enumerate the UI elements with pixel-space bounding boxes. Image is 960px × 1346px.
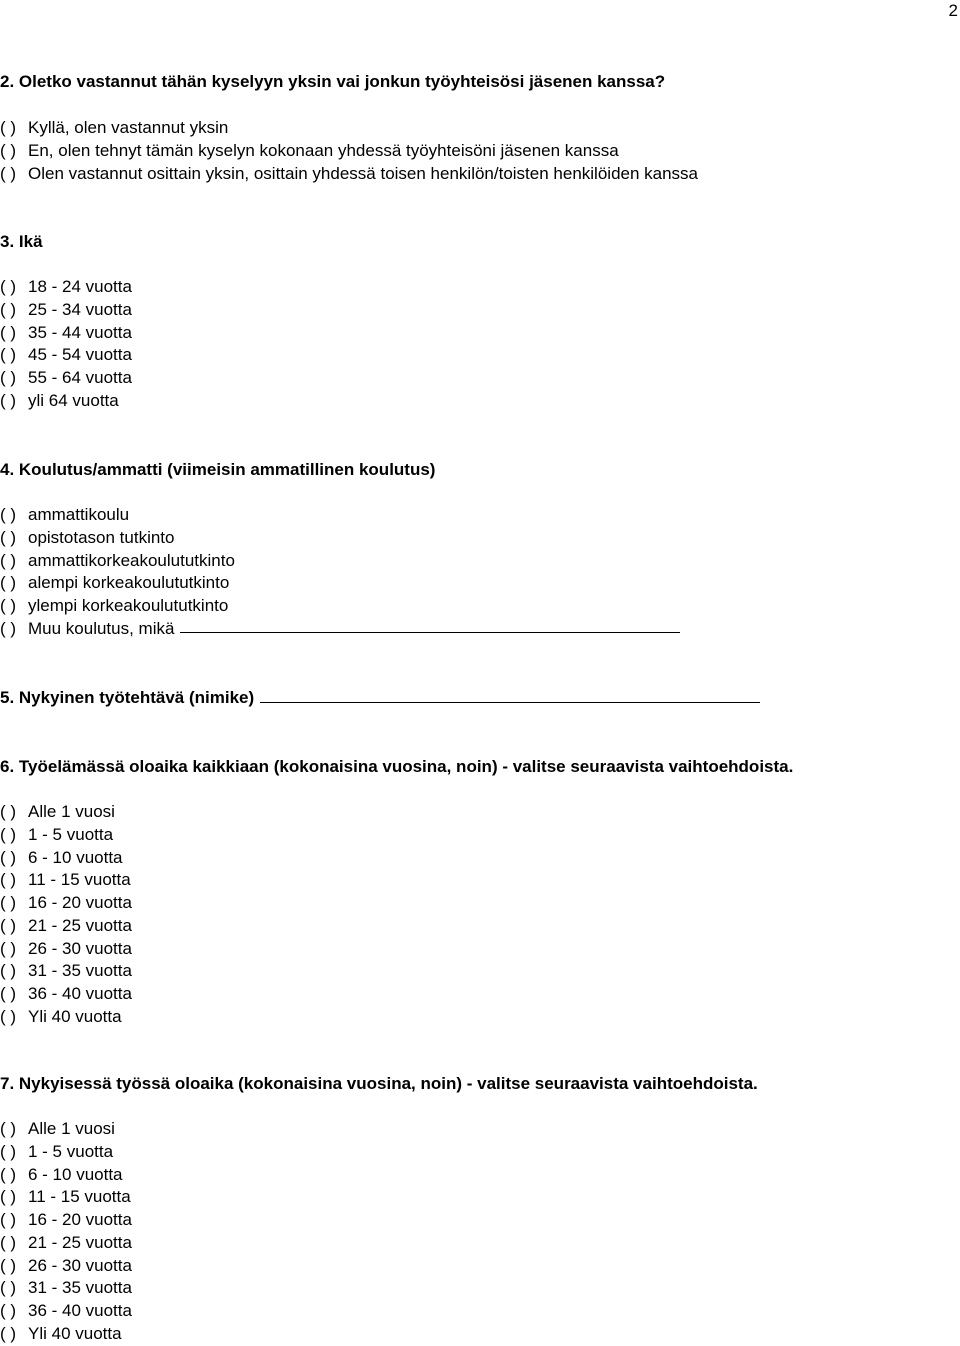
option-label: Alle 1 vuosi [28, 1119, 115, 1138]
option-label: 31 - 35 vuotta [28, 961, 132, 981]
option-label: yli 64 vuotta [28, 390, 119, 410]
option-label: Olen vastannut osittain yksin, osittain yhdessä toisen henkilön/toisten henkilöiden kanssa [28, 163, 699, 183]
radio-button[interactable]: ( ) [0, 140, 17, 160]
question-2-options [0, 117, 698, 185]
option-label: 6 - 10 vuotta [28, 1164, 123, 1184]
radio-button[interactable]: ( ) [0, 870, 17, 890]
option-label: 36 - 40 vuotta [28, 984, 132, 1003]
radio-button[interactable]: ( ) [0, 893, 17, 912]
option-label: Yli 40 vuotta [28, 1323, 122, 1343]
option-label: 26 - 30 vuotta [28, 1255, 132, 1275]
q3-option-6[interactable] [0, 390, 132, 413]
option-label: ylempi korkeakoulututkinto [28, 596, 229, 615]
option-label: opistotason tutkinto [28, 527, 175, 547]
q3-option-5[interactable] [0, 367, 132, 390]
radio-button[interactable]: ( ) [0, 1301, 17, 1320]
q7-option-8[interactable] [0, 1277, 132, 1300]
option-label: 16 - 20 vuotta [28, 893, 132, 912]
option-label: ammattikorkeakoulututkinto [28, 550, 235, 570]
radio-button[interactable]: ( ) [0, 802, 17, 821]
radio-button[interactable]: ( ) [0, 1255, 17, 1275]
q2-option-2[interactable] [0, 140, 698, 163]
q4-option-3[interactable] [0, 550, 680, 573]
question-2-title: 2. Oletko vastannut tähän kyselyyn yksin vai jonkun työyhteisösi jäsenen kanssa? [0, 72, 666, 91]
q7-option-9[interactable] [0, 1300, 132, 1323]
radio-button[interactable]: ( ) [0, 345, 17, 365]
question-4-title: 4. Koulutus/ammatti (viimeisin ammatillinen koulutus) [0, 460, 436, 479]
radio-button[interactable]: ( ) [0, 1119, 17, 1138]
option-label: 36 - 40 vuotta [28, 1301, 132, 1320]
q7-option-5[interactable] [0, 1209, 132, 1232]
radio-button[interactable]: ( ) [0, 596, 17, 615]
radio-button[interactable]: ( ) [0, 505, 17, 524]
option-label: 31 - 35 vuotta [28, 1278, 132, 1298]
question-5-row [0, 687, 760, 709]
option-label: 21 - 25 vuotta [28, 915, 132, 935]
option-label: 6 - 10 vuotta [28, 847, 123, 867]
job-title-field[interactable] [260, 688, 760, 703]
radio-button[interactable]: ( ) [0, 322, 17, 342]
q2-option-3[interactable] [0, 163, 698, 186]
radio-button[interactable]: ( ) [0, 118, 17, 137]
option-label: En, olen tehnyt tämän kyselyn kokonaan yhdessä työyhteisöni jäsenen kanssa [28, 140, 619, 160]
q4-option-4[interactable] [0, 572, 680, 595]
option-label: 45 - 54 vuotta [28, 345, 132, 365]
q7-option-2[interactable] [0, 1141, 132, 1164]
option-label: 35 - 44 vuotta [28, 322, 132, 342]
option-label: Alle 1 vuosi [28, 802, 115, 821]
q6-option-2[interactable] [0, 824, 132, 847]
q6-option-3[interactable] [0, 847, 132, 870]
question-3-title: 3. Ikä [0, 232, 43, 251]
radio-button[interactable]: ( ) [0, 938, 17, 958]
radio-button[interactable]: ( ) [0, 573, 17, 593]
radio-button[interactable]: ( ) [0, 915, 17, 935]
option-label: alempi korkeakoulututkinto [28, 573, 230, 593]
radio-button[interactable]: ( ) [0, 527, 17, 547]
radio-button[interactable]: ( ) [0, 1006, 17, 1026]
question-3-options [0, 276, 132, 413]
q6-option-1[interactable] [0, 801, 132, 824]
q3-option-4[interactable] [0, 344, 132, 367]
radio-button[interactable]: ( ) [0, 163, 17, 183]
q7-option-7[interactable] [0, 1255, 132, 1278]
q6-option-10[interactable] [0, 1006, 132, 1029]
radio-button[interactable]: ( ) [0, 1210, 17, 1229]
option-label: 11 - 15 vuotta [28, 1187, 131, 1207]
q7-option-3[interactable] [0, 1164, 132, 1187]
q7-option-10[interactable] [0, 1323, 132, 1346]
option-label: 55 - 64 vuotta [28, 368, 132, 387]
option-label: 1 - 5 vuotta [28, 1141, 114, 1161]
option-label: 25 - 34 vuotta [28, 299, 132, 319]
radio-button[interactable]: ( ) [0, 1141, 17, 1161]
radio-button[interactable]: ( ) [0, 368, 17, 387]
option-label: Yli 40 vuotta [28, 1006, 122, 1026]
question-5-title: 5. Nykyinen työtehtävä (nimike) [0, 688, 255, 707]
q6-option-6[interactable] [0, 915, 132, 938]
q6-option-8[interactable] [0, 960, 132, 983]
option-label: ammattikoulu [28, 505, 130, 524]
radio-button[interactable]: ( ) [0, 1232, 17, 1252]
question-6-title: 6. Työelämässä oloaika kaikkiaan (kokonaisina vuosina, noin) - valitse seuraavista vaihtoehdoista. [0, 757, 794, 776]
option-label: 18 - 24 vuotta [28, 277, 132, 296]
radio-button[interactable]: ( ) [0, 277, 17, 296]
option-label: Muu koulutus, mikä [28, 618, 175, 638]
question-6-options [0, 801, 132, 1029]
option-label: 16 - 20 vuotta [28, 1210, 132, 1229]
radio-button[interactable]: ( ) [0, 1187, 17, 1207]
q2-option-1[interactable] [0, 117, 698, 140]
radio-button[interactable]: ( ) [0, 984, 17, 1003]
q6-option-9[interactable] [0, 983, 132, 1006]
radio-button[interactable]: ( ) [0, 961, 17, 981]
radio-button[interactable]: ( ) [0, 1323, 17, 1343]
q3-option-3[interactable] [0, 322, 132, 345]
question-7-title: 7. Nykyisessä työssä oloaika (kokonaisina vuosina, noin) - valitse seuraavista vaihtoehdoista. [0, 1074, 758, 1093]
option-label: 1 - 5 vuotta [28, 824, 114, 844]
q6-option-7[interactable] [0, 938, 132, 961]
other-education-field[interactable] [180, 618, 680, 633]
q3-option-2[interactable] [0, 299, 132, 322]
q4-option-6[interactable] [0, 618, 680, 641]
page-number: 2 [948, 1, 958, 20]
radio-button[interactable]: ( ) [0, 1278, 17, 1298]
option-label: 21 - 25 vuotta [28, 1232, 132, 1252]
radio-button[interactable]: ( ) [0, 824, 17, 844]
option-label: 26 - 30 vuotta [28, 938, 132, 958]
q4-option-1[interactable] [0, 504, 680, 527]
question-7-options [0, 1118, 132, 1346]
option-label: 11 - 15 vuotta [28, 870, 131, 890]
radio-button[interactable]: ( ) [0, 299, 17, 319]
radio-button[interactable]: ( ) [0, 618, 17, 638]
q4-option-5[interactable] [0, 595, 680, 618]
radio-button[interactable]: ( ) [0, 550, 17, 570]
q7-option-4[interactable] [0, 1186, 132, 1209]
q7-option-1[interactable] [0, 1118, 132, 1141]
q3-option-1[interactable] [0, 276, 132, 299]
option-label: Kyllä, olen vastannut yksin [28, 118, 229, 137]
q7-option-6[interactable] [0, 1232, 132, 1255]
question-4-options [0, 504, 680, 641]
radio-button[interactable]: ( ) [0, 847, 17, 867]
radio-button[interactable]: ( ) [0, 1164, 17, 1184]
q4-option-2[interactable] [0, 527, 680, 550]
q6-option-4[interactable] [0, 869, 132, 892]
radio-button[interactable]: ( ) [0, 390, 17, 410]
q6-option-5[interactable] [0, 892, 132, 915]
